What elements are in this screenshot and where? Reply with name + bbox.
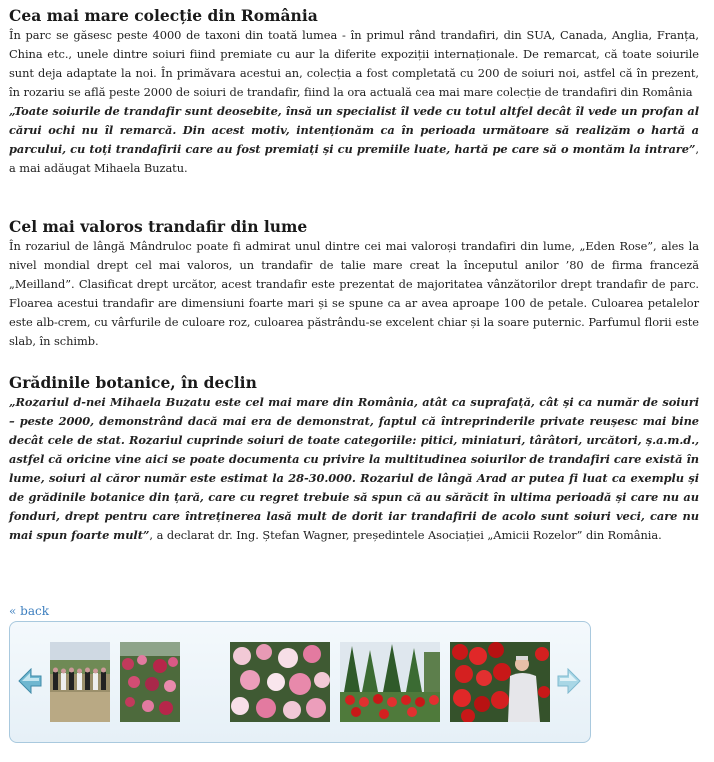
section-paragraph: [9, 393, 699, 545]
section-botanical-gardens: [9, 373, 699, 545]
quote: „Toate soiurile de trandafir sunt deosebite, însă un specialist îl vede cu totul altfel decât îl vede un profan al cărui ochi nu îl remarcă. Din acest motiv, intenționăm ca în perioada următoare să realizăm o hartă a parcului, cu toți trandafirii care au fost premiați și cu premiile luate, hartă pe care să o montăm la intrare”: [9, 104, 699, 156]
photo-gallery: [9, 621, 591, 743]
section-most-valuable-rose: [9, 217, 699, 351]
arrow-right-icon[interactable]: [557, 668, 581, 694]
back-link[interactable]: « back: [9, 604, 49, 618]
paragraph-text: În parc se găsesc peste 4000 de taxoni din toată lumea - în primul rând trandafiri, din SUA, Canada, Anglia, Franța, China etc., unele dintre soiuri fiind premiate cu aur la diferite expoziții internaționale. De remarcat, că toate soiurile sunt deja adaptate la noi. În primăvara acestui an, colecția a fost completată cu 200 de soiuri noi, astfel că în prezent, în rozariu se află peste 2000 de soiuri de trandafir, fiind la ora actuală cea mai mare colecție de trandafiri din România: [9, 28, 699, 99]
section-largest-collection: [9, 6, 699, 178]
quote-attribution: , a declarat dr. Ing. Ștefan Wagner, președintele Asociației „Amicii Rozelor” din România.: [149, 528, 662, 542]
pink-white-roses-photo[interactable]: [230, 642, 330, 722]
section-title: Grădinile botanice, în declin: [9, 373, 257, 392]
people-in-park-photo[interactable]: [50, 642, 110, 722]
section-paragraph: [9, 26, 699, 178]
section-paragraph: În rozariul de lângă Mândruloc poate fi admirat unul dintre cei mai valoroși trandafiri din lume, „Eden Rose”, ales la nivel mondial drept cel mai valoros, un trandafir de talie mare creat la începutul anilor ’80 de firma franceză „Meilland”. Clasificat drept urcător, acest trandafir este prezentat de majoritatea vânzătorilor drept trandafir de parc. Floarea acestui trandafir are dimensiuni foarte mari și se spune ca ar avea aproape 100 de petale. Culoarea petalelor este alb-crem, cu vârfurile de culoare roz, culoarea păstrându-se excelent chiar și la soare puternic. Parfumul florii este slab, în schimb.: [9, 239, 699, 348]
arrow-left-icon[interactable]: [18, 668, 42, 694]
man-with-red-roses-photo[interactable]: [450, 642, 550, 722]
quote-attribution: , a mai adăugat Mihaela Buzatu.: [9, 142, 699, 175]
section-title: Cel mai valoros trandafir din lume: [9, 217, 308, 236]
rose-bushes-photo[interactable]: [120, 642, 180, 722]
section-title: Cea mai mare colecție din România: [9, 6, 318, 25]
red-rose-garden-photo[interactable]: [340, 642, 440, 722]
quote: „Rozariul d-nei Mihaela Buzatu este cel mai mare din România, atât ca suprafață, cât și ca număr de soiuri – peste 2000, demonstrând dacă mai era de demonstrat, faptul că întreprinderile private reușesc mai bine decât cele de stat. Rozariul cuprinde soiuri de toate categoriile: pitici, miniaturi, târâtori, urcători, ș.a.m.d., astfel că oricine vine aici se poate documenta cu privire la multitudinea soiurilor de trandafiri care există în lume, soiuri al căror număr este estimat la 28-30.000. Rozariul de lângă Arad ar putea fi luat ca exemplu și de grădinile botanice din țară, care cu regret trebuie să spun că au sărăcit în ultima perioadă și care nu au fonduri, drept pentru care întreținerea lasă mult de dorit iar trandafirii de acolo sunt soiuri veci, care nu mai spun foarte mult”: [9, 395, 699, 542]
